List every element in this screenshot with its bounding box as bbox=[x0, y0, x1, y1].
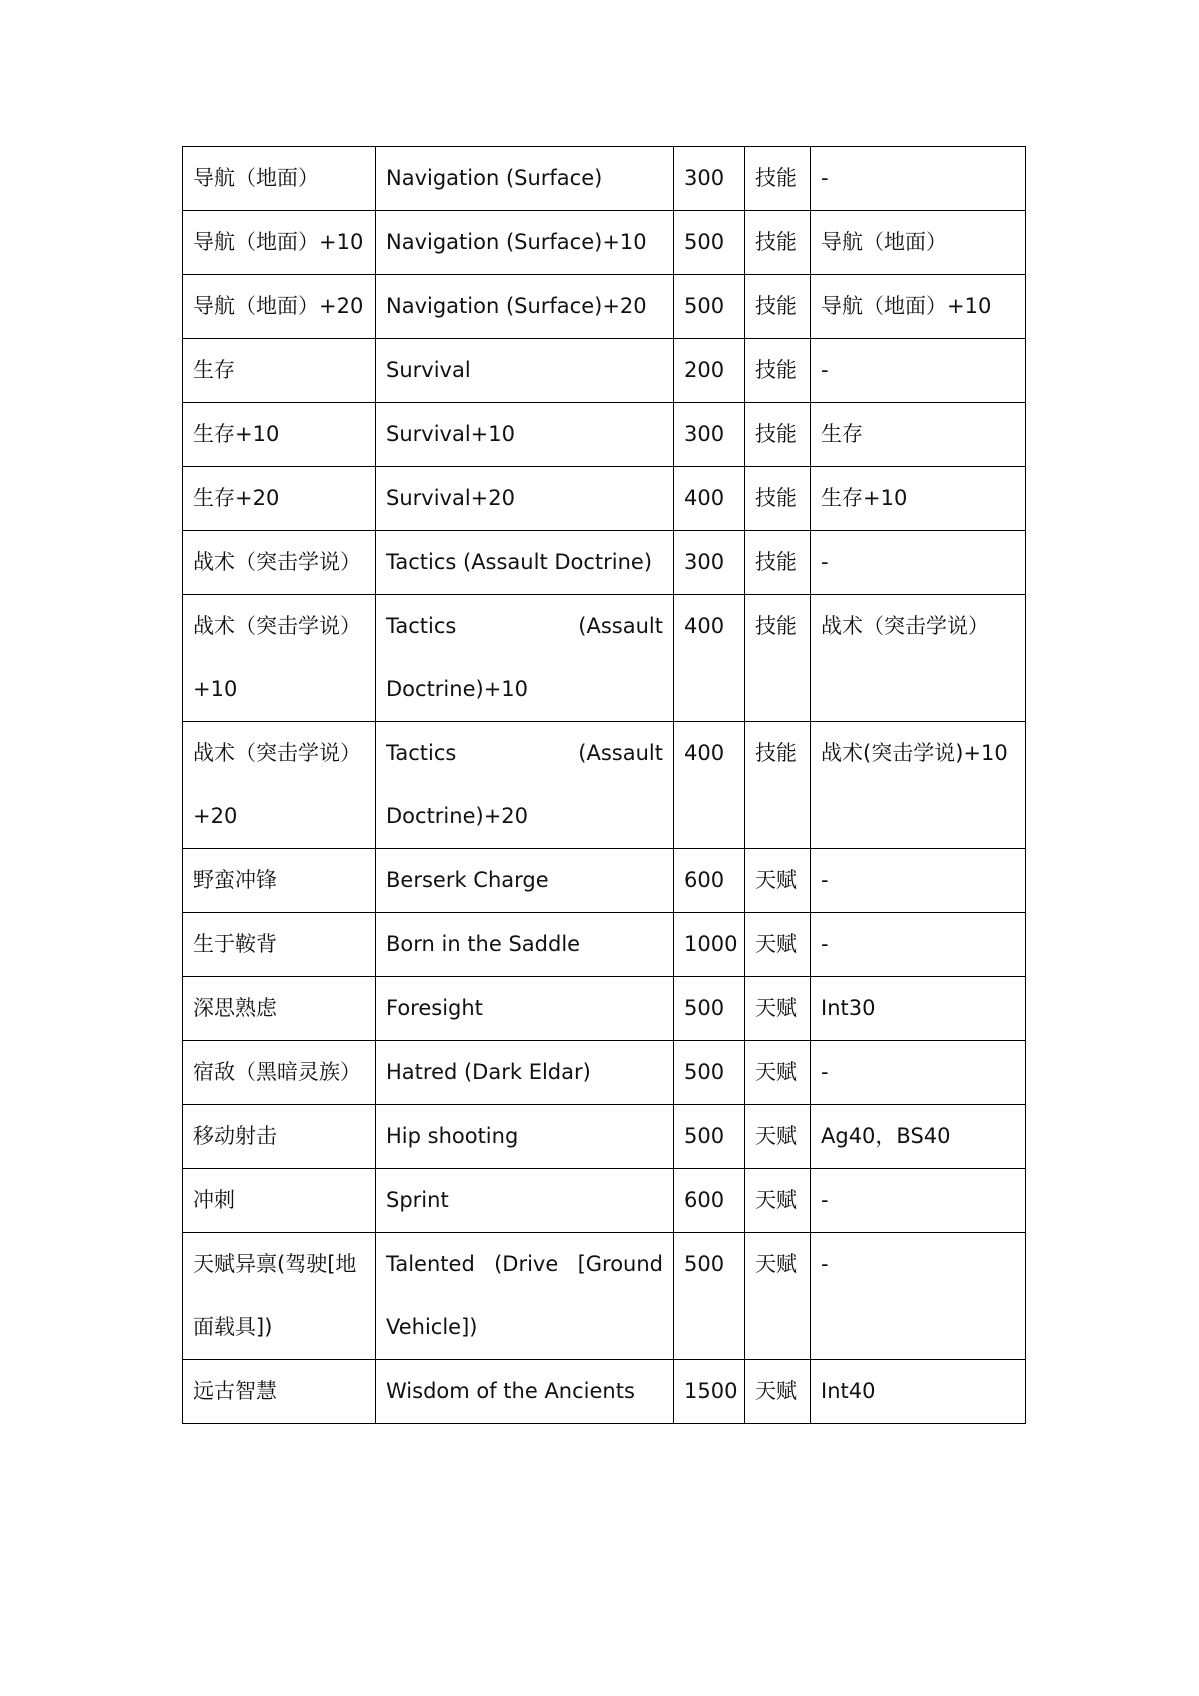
prerequisite-cell: 生存+10 bbox=[811, 467, 1026, 531]
prerequisite-cell: Ag40，BS40 bbox=[811, 1105, 1026, 1169]
cost-cell: 1000 bbox=[674, 913, 745, 977]
prerequisite-cell: - bbox=[811, 849, 1026, 913]
english-name-cell: Survival+10 bbox=[376, 403, 674, 467]
cost-cell: 500 bbox=[674, 977, 745, 1041]
type-cell: 天赋 bbox=[745, 849, 811, 913]
english-name-cell: Talented (Drive [Ground Vehicle]) bbox=[376, 1233, 674, 1360]
english-name-cell: Navigation (Surface)+10 bbox=[376, 211, 674, 275]
type-cell: 技能 bbox=[745, 722, 811, 849]
table-row bbox=[183, 1105, 1026, 1169]
cost-cell: 400 bbox=[674, 595, 745, 722]
chinese-name-cell: 导航（地面） bbox=[183, 147, 376, 211]
type-cell: 技能 bbox=[745, 211, 811, 275]
type-cell: 技能 bbox=[745, 595, 811, 722]
chinese-name-cell: 生存+10 bbox=[183, 403, 376, 467]
table-row bbox=[183, 403, 1026, 467]
english-name-cell: Foresight bbox=[376, 977, 674, 1041]
cost-cell: 300 bbox=[674, 147, 745, 211]
prerequisite-cell: 战术(突击学说)+10 bbox=[811, 722, 1026, 849]
cost-cell: 400 bbox=[674, 722, 745, 849]
english-name-cell: Born in the Saddle bbox=[376, 913, 674, 977]
table-row bbox=[183, 1233, 1026, 1360]
english-name-cell: Berserk Charge bbox=[376, 849, 674, 913]
chinese-name-cell: 战术（突击学说） bbox=[183, 531, 376, 595]
chinese-name-cell: 战术（突击学说）+20 bbox=[183, 722, 376, 849]
prerequisite-cell: - bbox=[811, 913, 1026, 977]
chinese-name-cell: 宿敌（黑暗灵族） bbox=[183, 1041, 376, 1105]
prerequisite-cell: Int30 bbox=[811, 977, 1026, 1041]
table-row bbox=[183, 722, 1026, 849]
table-row bbox=[183, 531, 1026, 595]
type-cell: 技能 bbox=[745, 403, 811, 467]
type-cell: 天赋 bbox=[745, 1360, 811, 1424]
advances-table bbox=[182, 146, 1026, 1424]
table-row bbox=[183, 849, 1026, 913]
prerequisite-cell: - bbox=[811, 147, 1026, 211]
prerequisite-cell: - bbox=[811, 531, 1026, 595]
type-cell: 技能 bbox=[745, 147, 811, 211]
table-row bbox=[183, 595, 1026, 722]
chinese-name-cell: 导航（地面）+20 bbox=[183, 275, 376, 339]
english-name-cell: Navigation (Surface) bbox=[376, 147, 674, 211]
english-name-cell: Survival+20 bbox=[376, 467, 674, 531]
cost-cell: 200 bbox=[674, 339, 745, 403]
cost-cell: 300 bbox=[674, 531, 745, 595]
chinese-name-cell: 冲刺 bbox=[183, 1169, 376, 1233]
chinese-name-cell: 深思熟虑 bbox=[183, 977, 376, 1041]
english-name-cell: Sprint bbox=[376, 1169, 674, 1233]
type-cell: 技能 bbox=[745, 531, 811, 595]
prerequisite-cell: 战术（突击学说） bbox=[811, 595, 1026, 722]
type-cell: 天赋 bbox=[745, 1169, 811, 1233]
english-name-cell: Tactics (Assault Doctrine)+20 bbox=[376, 722, 674, 849]
table-row bbox=[183, 275, 1026, 339]
english-name-cell: Wisdom of the Ancients bbox=[376, 1360, 674, 1424]
cost-cell: 300 bbox=[674, 403, 745, 467]
chinese-name-cell: 导航（地面）+10 bbox=[183, 211, 376, 275]
table-row bbox=[183, 147, 1026, 211]
chinese-name-cell: 生存 bbox=[183, 339, 376, 403]
table-row bbox=[183, 1041, 1026, 1105]
chinese-name-cell: 生于鞍背 bbox=[183, 913, 376, 977]
english-name-cell: Tactics (Assault Doctrine) bbox=[376, 531, 674, 595]
type-cell: 天赋 bbox=[745, 1105, 811, 1169]
cost-cell: 500 bbox=[674, 1233, 745, 1360]
type-cell: 天赋 bbox=[745, 1233, 811, 1360]
type-cell: 天赋 bbox=[745, 977, 811, 1041]
prerequisite-cell: 导航（地面） bbox=[811, 211, 1026, 275]
prerequisite-cell: - bbox=[811, 339, 1026, 403]
prerequisite-cell: 导航（地面）+10 bbox=[811, 275, 1026, 339]
type-cell: 技能 bbox=[745, 467, 811, 531]
prerequisite-cell: - bbox=[811, 1169, 1026, 1233]
cost-cell: 500 bbox=[674, 211, 745, 275]
prerequisite-cell: - bbox=[811, 1041, 1026, 1105]
prerequisite-cell: Int40 bbox=[811, 1360, 1026, 1424]
prerequisite-cell: 生存 bbox=[811, 403, 1026, 467]
english-name-cell: Hip shooting bbox=[376, 1105, 674, 1169]
type-cell: 天赋 bbox=[745, 1041, 811, 1105]
chinese-name-cell: 生存+20 bbox=[183, 467, 376, 531]
english-name-cell: Survival bbox=[376, 339, 674, 403]
chinese-name-cell: 远古智慧 bbox=[183, 1360, 376, 1424]
chinese-name-cell: 移动射击 bbox=[183, 1105, 376, 1169]
english-name-cell: Navigation (Surface)+20 bbox=[376, 275, 674, 339]
chinese-name-cell: 战术（突击学说）+10 bbox=[183, 595, 376, 722]
cost-cell: 600 bbox=[674, 1169, 745, 1233]
prerequisite-cell: - bbox=[811, 1233, 1026, 1360]
type-cell: 技能 bbox=[745, 275, 811, 339]
table-row bbox=[183, 913, 1026, 977]
chinese-name-cell: 野蛮冲锋 bbox=[183, 849, 376, 913]
type-cell: 天赋 bbox=[745, 913, 811, 977]
cost-cell: 500 bbox=[674, 275, 745, 339]
table-row bbox=[183, 977, 1026, 1041]
table-row bbox=[183, 211, 1026, 275]
table-row bbox=[183, 339, 1026, 403]
table-row bbox=[183, 1360, 1026, 1424]
chinese-name-cell: 天赋异禀(驾驶[地面载具]) bbox=[183, 1233, 376, 1360]
cost-cell: 1500 bbox=[674, 1360, 745, 1424]
cost-cell: 600 bbox=[674, 849, 745, 913]
cost-cell: 400 bbox=[674, 467, 745, 531]
cost-cell: 500 bbox=[674, 1041, 745, 1105]
cost-cell: 500 bbox=[674, 1105, 745, 1169]
table-row bbox=[183, 1169, 1026, 1233]
type-cell: 技能 bbox=[745, 339, 811, 403]
english-name-cell: Tactics (Assault Doctrine)+10 bbox=[376, 595, 674, 722]
english-name-cell: Hatred (Dark Eldar) bbox=[376, 1041, 674, 1105]
table-row bbox=[183, 467, 1026, 531]
